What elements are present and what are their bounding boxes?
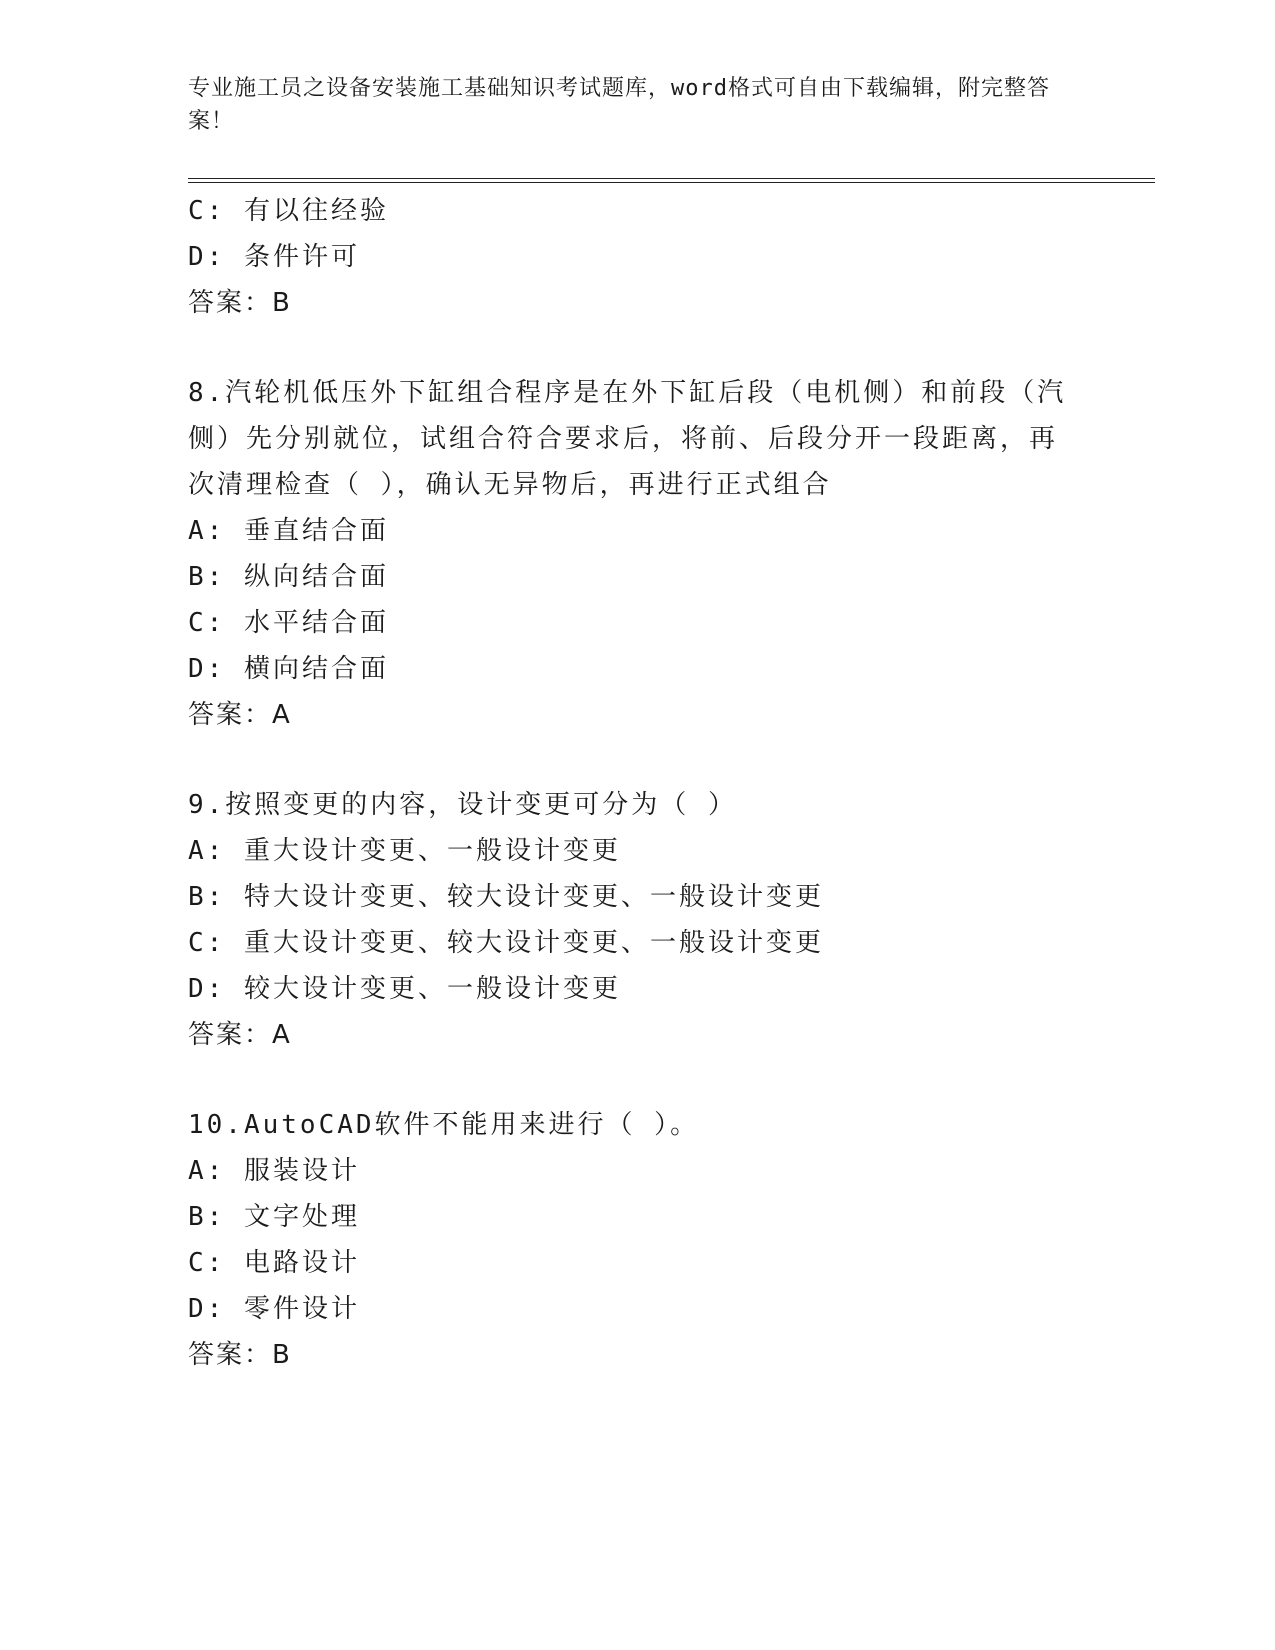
question-stem-line: 侧）先分别就位，试组合符合要求后，将前、后段分开一段距离，再 — [188, 424, 1059, 454]
option-d: D: 较大设计变更、一般设计变更 — [188, 974, 621, 1004]
document-body — [188, 188, 1088, 1378]
option-c: C: 水平结合面 — [188, 608, 389, 638]
partial-question-7 — [188, 188, 1088, 326]
question-9 — [188, 782, 1088, 1058]
answer-line: 答案：A — [188, 1020, 292, 1050]
question-10 — [188, 1102, 1088, 1378]
answer-line: 答案：A — [188, 700, 292, 730]
answer-line: 答案：B — [188, 288, 292, 318]
option-d: D: 条件许可 — [188, 242, 360, 272]
option-b: B: 纵向结合面 — [188, 562, 389, 592]
question-stem-line: 10.AutoCAD软件不能用来进行（ ）。 — [188, 1110, 700, 1140]
option-d: D: 零件设计 — [188, 1294, 360, 1324]
option-a: A: 垂直结合面 — [188, 516, 389, 546]
option-c: C: 有以往经验 — [188, 196, 389, 226]
answer-line: 答案：B — [188, 1340, 292, 1370]
option-c: C: 电路设计 — [188, 1248, 360, 1278]
question-stem-line: 次清理检查（ ），确认无异物后，再进行正式组合 — [188, 470, 832, 500]
option-b: B: 文字处理 — [188, 1202, 360, 1232]
question-stem-line: 8.汽轮机低压外下缸组合程序是在外下缸后段（电机侧）和前段（汽 — [188, 378, 1067, 408]
option-a: A: 重大设计变更、一般设计变更 — [188, 836, 621, 866]
option-a: A: 服装设计 — [188, 1156, 360, 1186]
option-c: C: 重大设计变更、较大设计变更、一般设计变更 — [188, 928, 824, 958]
document-header: 专业施工员之设备安装施工基础知识考试题库，word格式可自由下载编辑，附完整答案！ — [188, 76, 1050, 134]
option-d: D: 横向结合面 — [188, 654, 389, 684]
option-b: B: 特大设计变更、较大设计变更、一般设计变更 — [188, 882, 824, 912]
question-8 — [188, 370, 1088, 738]
header-divider — [188, 178, 1155, 183]
question-stem-line: 9.按照变更的内容，设计变更可分为（ ） — [188, 790, 737, 820]
